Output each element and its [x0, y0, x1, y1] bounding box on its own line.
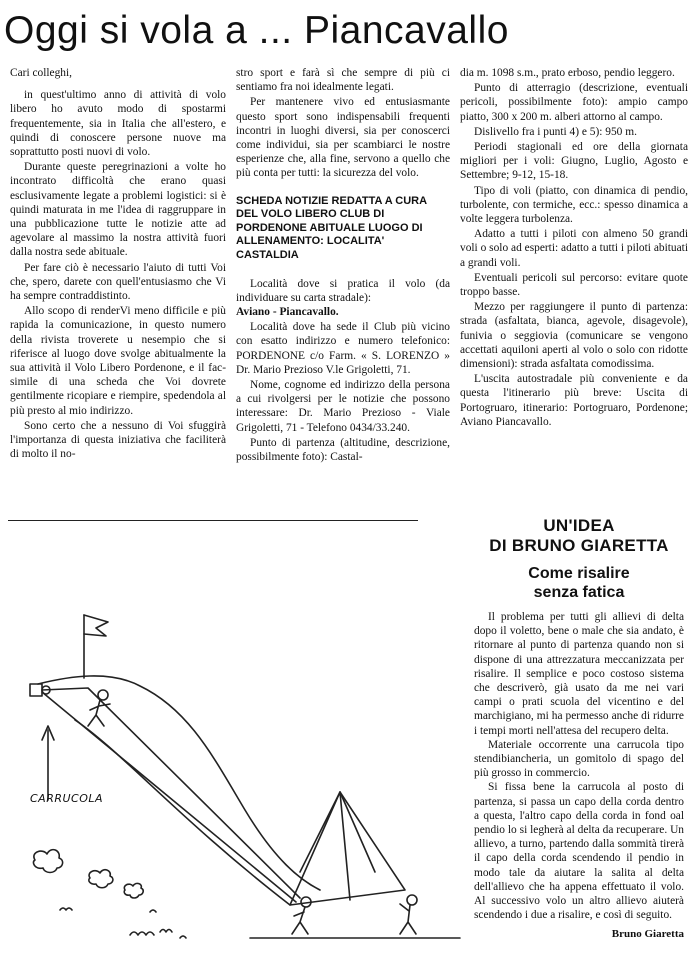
- article-paragraph: Si fissa bene la carrucola al posto di partenza, si passa un capo della corda dentro a questa, l'altro capo della corda in fond oal pendio lo si legherà al delta da recuperare. Un allievo, a turno, partendo dalla sommità tirerà il capo della corda scendendo il pendio in modo tale da aiutare la salita al delta dell'allievo che ha appena effettuato il volo. Al successivo volo un altro allievo aiuterà scendendo i due a risalire, e così di seguito.: [474, 781, 684, 922]
- glider-keel: [340, 792, 350, 900]
- col3-paragraph: Eventuali pericoli sul percorso: evitare quote troppo basse.: [460, 271, 688, 299]
- hill-slope: [38, 676, 320, 890]
- column-1: [10, 66, 226, 462]
- glider-wing-edge: [300, 792, 375, 872]
- figure-body: [88, 700, 110, 726]
- flag: [84, 615, 108, 636]
- bush: [33, 850, 62, 873]
- grass-scribble: [130, 930, 186, 939]
- headline: Oggi si vola a ... Piancavallo: [4, 9, 509, 52]
- hill-slope-lower: [75, 720, 290, 905]
- col3-paragraph: Periodi stagionali ed ore della giornata migliori per i voli: Giugno, Luglio, Agosto e Settembre; 9-12, 15-18.: [460, 141, 688, 182]
- figure-head: [98, 690, 108, 700]
- bush: [124, 883, 143, 898]
- pulley-label: CARRUCOLA: [30, 792, 104, 805]
- col3-paragraph: Dislivello fra i punti 4) e 5): 950 m.: [474, 125, 637, 138]
- col3-paragraph: Punto di atterragio (descrizione, eventuali pericoli, possibilmente foto): ampio campo piatto, 300 x 200 m. alberi attorno al campo.: [460, 82, 688, 123]
- subtitle-line: senza fatica: [533, 584, 625, 601]
- figure-body: [400, 904, 416, 934]
- location-bold: Aviano - Piancavallo.: [236, 306, 339, 318]
- bush: [89, 870, 113, 888]
- col3-paragraph: Tipo di voli (piatto, con dinamica di pendio, turbolente, con termiche, ecc.: spesso dinamica a volte leggera turbolenza.: [460, 184, 688, 226]
- col2-paragraph: Punto di partenza (altitudine, descrizione, possibilmente foto): Castal-: [236, 436, 450, 464]
- col1-paragraph: Sono certo che a nessuno di Voi sfuggirà l'importanza di questa iniziativa che faciliterà di molto il no-: [10, 419, 226, 461]
- col2-paragraph: [236, 277, 450, 320]
- column-2: [236, 66, 450, 465]
- col1-paragraph: Durante queste peregrinazioni a volte ho incontrato difficoltà che erano quasi esclusivamente legate a problemi logistici: si è quindi maturata in me l'idea di raggruppare in una pubblicazione tutte le notizie atte ad agevolare al massimo la nostra attività fuori dalla nostra sede abituale.: [10, 161, 226, 259]
- col3-paragraph: dia m. 1098 s.m., prato erboso, pendio leggero.: [460, 67, 675, 79]
- subtitle-line: Come risalire: [528, 565, 630, 582]
- col1-paragraph: Per fare ciò è necessario l'aiuto di tutti Voi che, spero, darete con quell'entusiasmo che Vi ha sempre contraddistinto.: [10, 261, 226, 303]
- col2-paragraph: stro sport e farà sì che sempre di più ci sentiamo fra noi idealmente legati.: [236, 67, 450, 94]
- hang-glider-drawing: [0, 560, 470, 960]
- author-signature: Bruno Giaretta: [611, 928, 684, 941]
- section-divider: [8, 520, 418, 521]
- title-line: UN'IDEA: [543, 516, 615, 535]
- pulley: [30, 684, 42, 696]
- figure-body: [292, 907, 308, 934]
- article-paragraph: Il problema per tutti gli allievi di delta dopo il voletto, bene o male che sia andato, è ritornare al punto di partenza quando non si dispone di una attrezzatura meccanizzata per risalire. Il semplice e poco costoso sistema che descriverò, già usato da me nei vari campi o prati scuola del vicentino e del marchigiano, mi ha permesso anche di ridurre i tempi morti nell'attesa del recupero delta.: [474, 611, 684, 737]
- column-3: [460, 66, 688, 430]
- article-body: [474, 610, 684, 922]
- title-line: DI BRUNO GIARETTA: [489, 536, 669, 555]
- col3-paragraph: Adatto a tutti i piloti con almeno 50 grandi voli o solo ad esperti: adatto a tutti i piloti abituati a grandi voli.: [460, 228, 688, 269]
- col2-paragraph: Nome, cognome ed indirizzo della persona a cui rivolgersi per le notizie che possono interessare: Dr. Mario Prezioso - Viale Grigoletti, 71 - Telefono 0434/33.240.: [236, 379, 450, 434]
- col3-paragraph: Mezzo per raggiungere il punto di partenza: strada (asfaltata, bianca, agevole, disagevole), funivia o seggiovia (comunicare se vengono accettati aquiloni aperti al volo o solo con ridotte dimensioni): strada asfaltata comodissima.: [460, 301, 688, 371]
- article-subtitle: [474, 564, 684, 602]
- col2-text: Località dove si pratica il volo (da individuare su carta stradale):: [236, 277, 450, 304]
- col1-paragraph: Allo scopo di renderVi meno difficile e più rapida la comunicazione, in questo numero della rivista troverete u nesempio che si riferisce al luogo dove svolge abitualmente la sua attività il Volo Libero Pordenone, e il fac-simile di una scheda che Voi dovrete gentilmente ricopiare e riempire, spedendola al più presto al mio indirizzo.: [10, 305, 226, 417]
- col2-paragraph: Per mantenere vivo ed entusiasmante questo sport sono indispensabili frequenti incontri in luoghi diversi, sia per conoscerci come individui, sia per scambiarci le nostre esperienze che, alla fine, servono a quello che più conta per tutti: la sicurezza del volo.: [236, 96, 450, 180]
- grass-scribble: [60, 908, 156, 912]
- figure-head: [407, 895, 417, 905]
- col2-paragraph: Località dove ha sede il Club più vicino con esatto indirizzo e numero telefonico: PORDENONE c/o Farm. « S. LORENZO » Dr. Mario Prezioso V.le Grigoletti, 71.: [236, 321, 450, 376]
- article-paragraph: Materiale occorrente una carrucola tipo stendibiancheria, un gomitolo di spago del più grosso in commercio.: [474, 738, 684, 780]
- col3-paragraph: L'uscita autostradale più conveniente e da questa l'itinerario più breve: Uscita di Portogruaro, itinerario: Portogruaro, Pordenone; Aviano Piancavallo.: [460, 373, 688, 428]
- col1-paragraph: in quest'ultimo anno di attività di volo libero ho avuto modo di spostarmi frequentemente, sia in Italia che all'estero, e quindi di conoscere persone nuove ma soprattutto posti nuovi di volo.: [10, 89, 226, 159]
- salutation: Cari colleghi,: [10, 67, 72, 79]
- scheda-heading: SCHEDA NOTIZIE REDATTA A CURA DEL VOLO LIBERO CLUB DI PORDENONE ABITUALE LUOGO DI ALLENAMENTO: LOCALITA' CASTALDIA: [236, 194, 427, 261]
- article-title: [474, 516, 684, 556]
- idea-article: [474, 516, 684, 940]
